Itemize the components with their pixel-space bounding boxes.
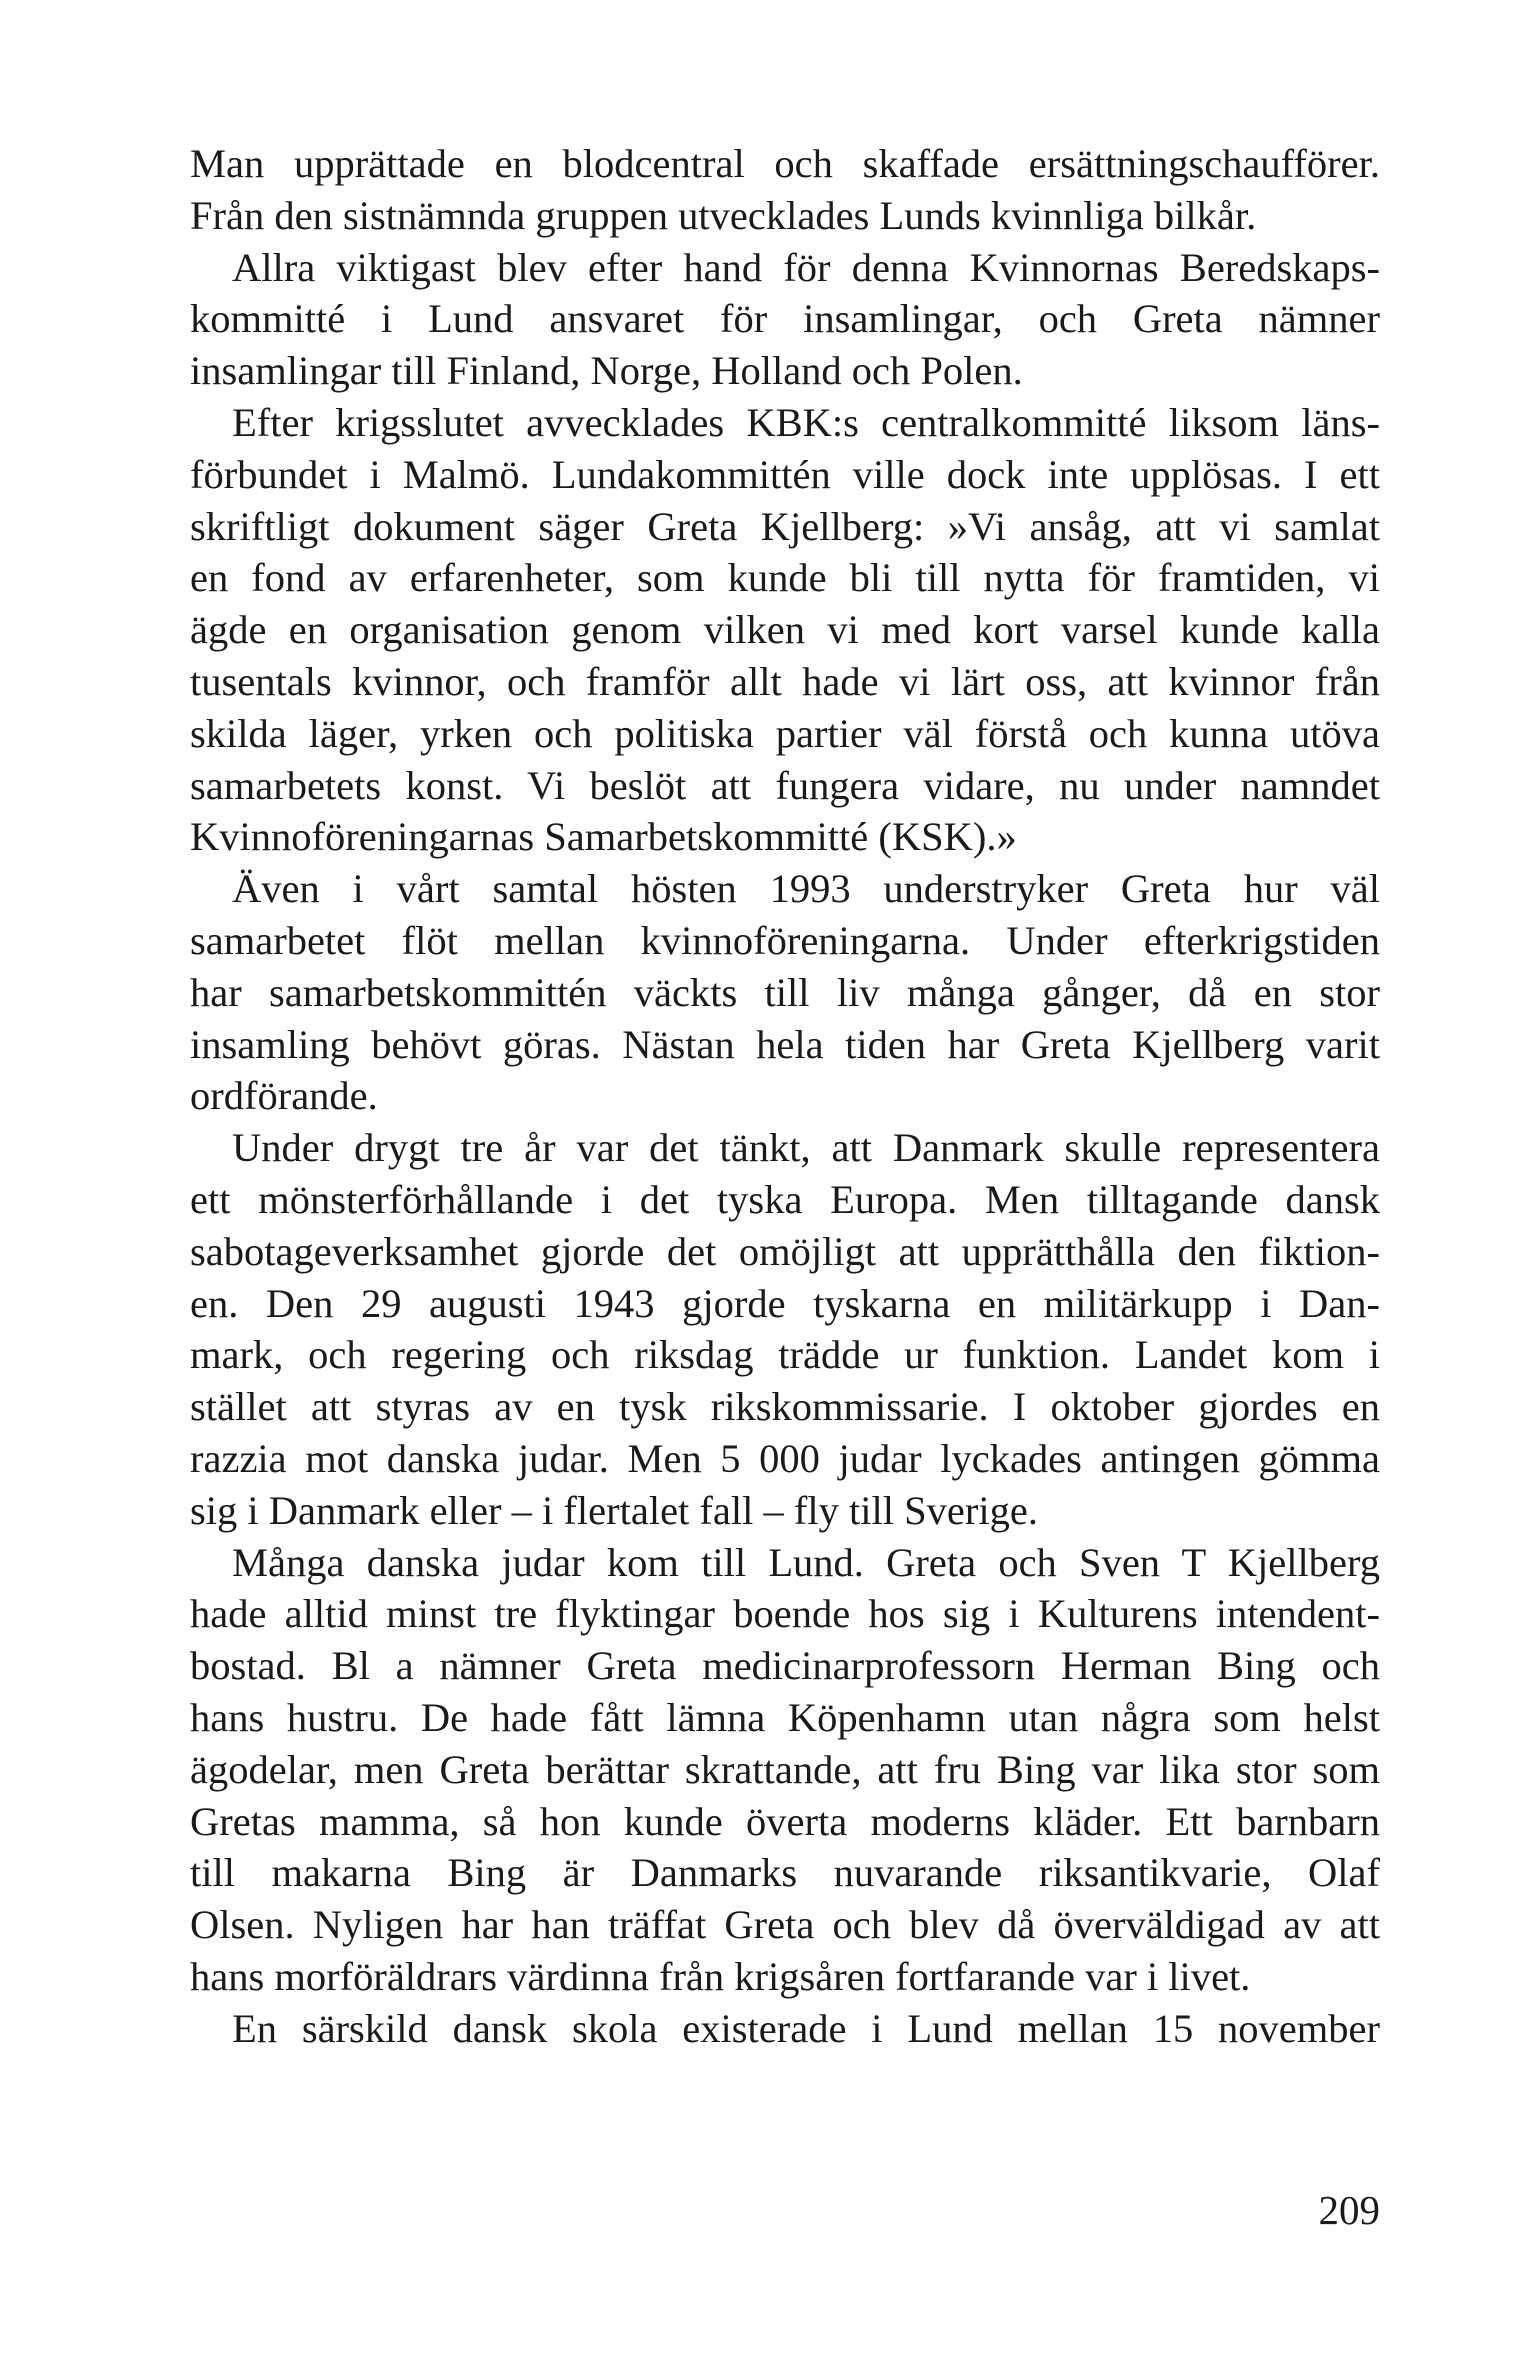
text-line: ägde en organisation genom vilken vi med kort varsel kunde kalla <box>190 607 1380 653</box>
text-line: insamling behövt göras. Nästan hela tiden har Greta Kjellberg varit <box>190 1021 1380 1067</box>
text-line: till makarna Bing är Danmarks nuvarande riksantikvarie, Olaf <box>190 1850 1380 1896</box>
paragraph <box>190 1537 1380 2003</box>
paragraph <box>190 2003 1380 2055</box>
text-line: Under drygt tre år var det tänkt, att Danmark skulle representera <box>232 1125 1380 1171</box>
text-line: ägodelar, men Greta berättar skrattande, att fru Bing var lika stor som <box>190 1746 1380 1792</box>
text-line: samarbetets konst. Vi beslöt att fungera vidare, nu under namndet <box>190 762 1380 808</box>
text-line: kommitté i Lund ansvaret för insamlingar, och Greta nämner <box>190 296 1380 342</box>
text-line: insamlingar till Finland, Norge, Holland och Polen. <box>190 348 1023 394</box>
text-line: sabotageverksamhet gjorde det omöjligt att upprätthålla den fiktion- <box>190 1228 1380 1274</box>
paragraph <box>190 138 1380 242</box>
paragraph <box>190 1122 1380 1536</box>
text-line: mark, och regering och riksdag trädde ur funktion. Landet kom i <box>190 1332 1380 1378</box>
text-line: bostad. Bl a nämner Greta medicinarprofessorn Herman Bing och <box>190 1643 1380 1689</box>
text-line: skilda läger, yrken och politiska partier väl förstå och kunna utöva <box>190 710 1380 756</box>
text-line: har samarbetskommittén väckts till liv många gånger, då en stor <box>190 969 1380 1015</box>
text-line: hade alltid minst tre flyktingar boende hos sig i Kulturens intendent- <box>190 1591 1380 1637</box>
text-line: ordförande. <box>190 1073 378 1119</box>
text-line: Man upprättade en blodcentral och skaffade ersättningschaufförer. <box>190 141 1380 186</box>
page-number: 209 <box>1318 2187 1380 2233</box>
text-line: skriftligt dokument säger Greta Kjellberg: »Vi ansåg, att vi samlat <box>190 503 1380 549</box>
paragraph <box>190 397 1380 863</box>
text-line: ett mönsterförhållande i det tyska Europa. Men tilltagande dansk <box>190 1176 1380 1222</box>
paragraph <box>190 242 1380 397</box>
text-line: Gretas mamma, så hon kunde överta moderns kläder. Ett barnbarn <box>190 1798 1380 1844</box>
text-line: en. Den 29 augusti 1943 gjorde tyskarna en militärkupp i Dan- <box>190 1280 1380 1326</box>
text-line: samarbetet flöt mellan kvinnoföreningarna. Under efterkrigstiden <box>190 917 1380 963</box>
text-line: stället att styras av en tysk rikskommissarie. I oktober gjordes en <box>190 1384 1380 1430</box>
text-line: en fond av erfarenheter, som kunde bli till nytta för framtiden, vi <box>190 555 1380 601</box>
text-line: Olsen. Nyligen har han träffat Greta och blev då överväldigad av att <box>190 1902 1380 1948</box>
text-line: En särskild dansk skola existerade i Lund mellan 15 november <box>232 2005 1380 2051</box>
text-line: hans morföräldrars värdinna från krigsåren fortfarande var i livet. <box>190 1953 1251 1999</box>
text-line: Efter krigsslutet avvecklades KBK:s centralkommitté liksom läns- <box>232 399 1380 445</box>
paragraph <box>190 863 1380 1122</box>
text-line: Även i vårt samtal hösten 1993 understryker Greta hur väl <box>232 866 1380 912</box>
text-line: Från den sistnämnda gruppen utvecklades Lunds kvinnliga bilkår. <box>190 192 1257 238</box>
text-line: Kvinnoföreningarnas Samarbetskommitté (KSK).» <box>190 814 1017 860</box>
text-line: sig i Danmark eller – i flertalet fall – fly till Sverige. <box>190 1487 1038 1533</box>
text-line: Många danska judar kom till Lund. Greta och Sven T Kjellberg <box>232 1539 1380 1585</box>
text-line: tusentals kvinnor, och framför allt hade vi lärt oss, att kvinnor från <box>190 658 1380 704</box>
text-line: Allra viktigast blev efter hand för denna Kvinnornas Beredskaps- <box>232 244 1380 290</box>
text-line: förbundet i Malmö. Lundakommittén ville dock inte upplösas. I ett <box>190 451 1380 497</box>
text-line: hans hustru. De hade fått lämna Köpenhamn utan några som helst <box>190 1694 1380 1740</box>
text-line: razzia mot danska judar. Men 5 000 judar lyckades antingen gömma <box>190 1435 1380 1481</box>
page-body <box>190 138 1380 2054</box>
